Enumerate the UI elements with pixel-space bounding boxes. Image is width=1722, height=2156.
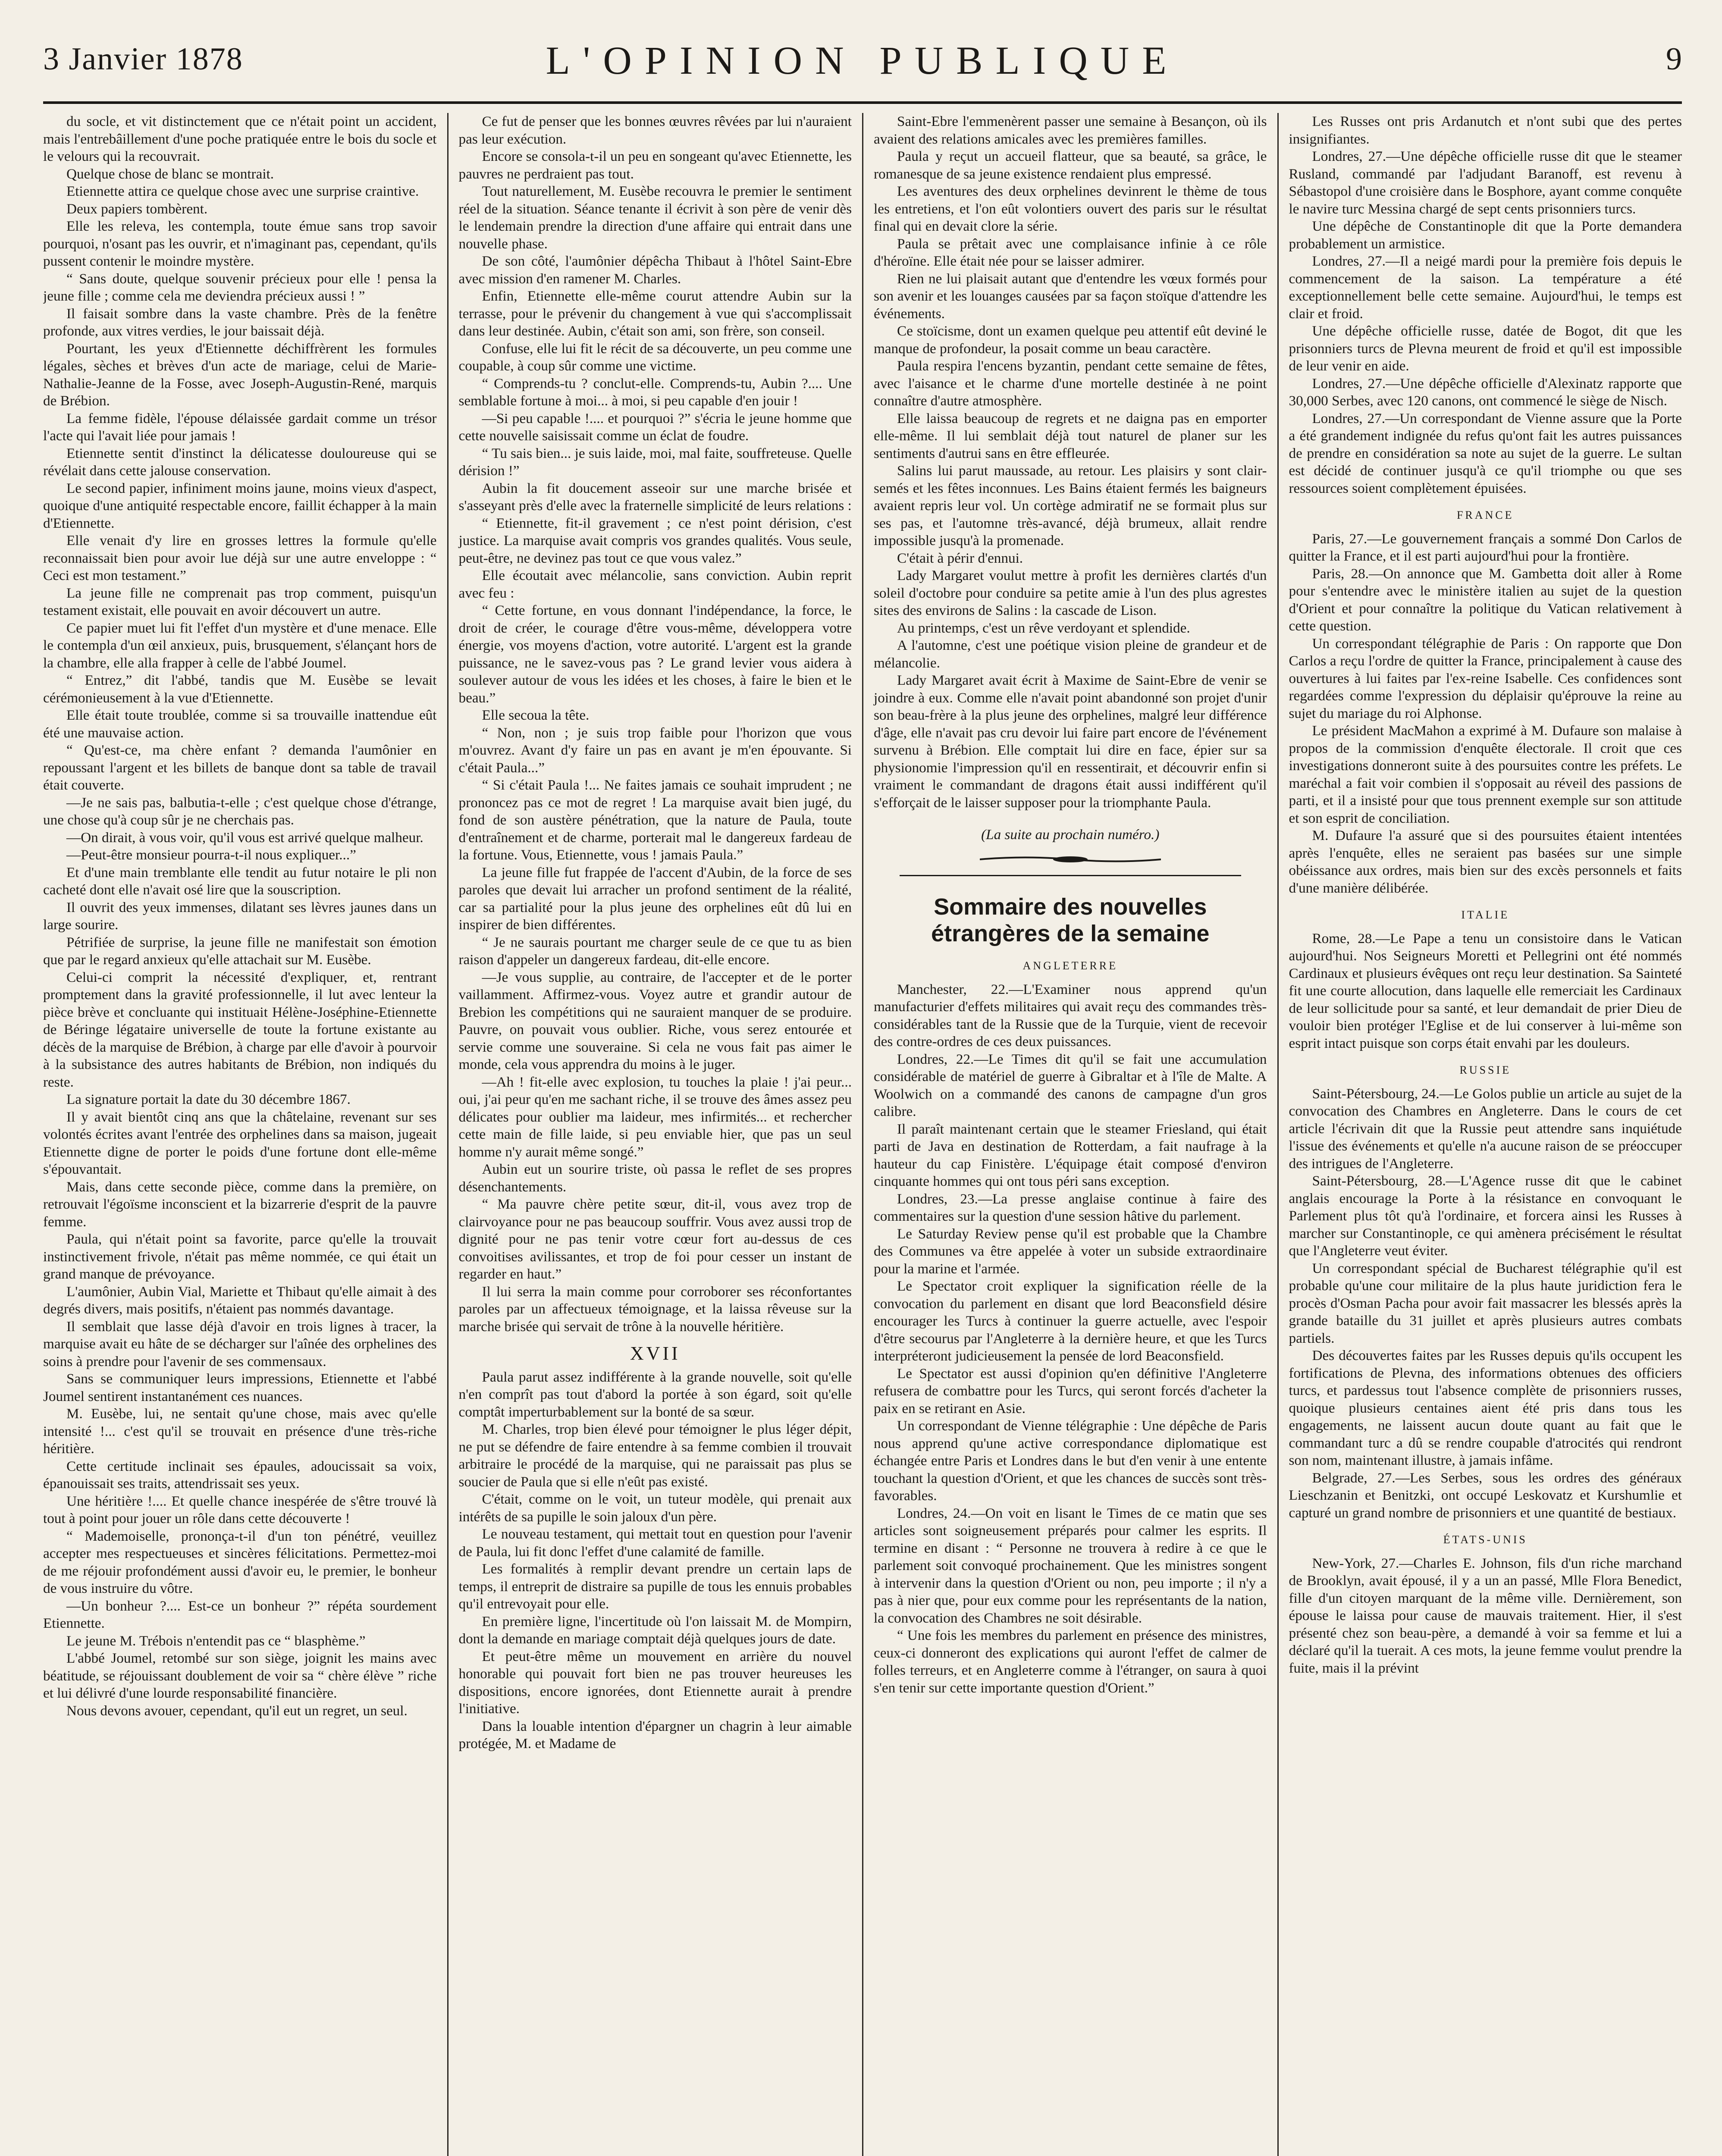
- article-paragraph: Paris, 27.—Le gouvernement français a sommé Don Carlos de quitter la France, et il est parti aujourd'hui pour la frontière.: [1289, 530, 1682, 564]
- article-paragraph: Il paraît maintenant certain que le steamer Friesland, qui était parti de Java en destination de Rotterdam, a fait naufrage à la hauteur du cap Finistère. L'équipage était composé d'environ cinquante hommes qui ont tous péri sans exception.: [874, 1121, 1267, 1189]
- article-paragraph: Manchester, 22.—L'Examiner nous apprend qu'un manufacturier d'effets militaires qui avait reçu des commandes très-considérables tant de la Russie que de la Turquie, vient de recevoir des contre-ordres de ces deux puissances.: [874, 981, 1267, 1050]
- article-paragraph: Et d'une main tremblante elle tendit au futur notaire le pli non cacheté dont elle n'avait osé lire que la souscription.: [43, 864, 437, 898]
- article-paragraph: Deux papiers tombèrent.: [66, 201, 208, 217]
- article-paragraph: A l'automne, c'est une poétique vision pleine de grandeur et de mélancolie.: [874, 637, 1267, 671]
- article-paragraph: L'abbé Joumel, retombé sur son siège, joignit les mains avec béatitude, se réjouissant doublement de voir sa “ chère élève ” riche et lui délivré d'une lourde responsabilité financière.: [43, 1650, 437, 1701]
- article-paragraph: “ Qu'est-ce, ma chère enfant ? demanda l'aumônier en repoussant l'argent et les billets de banque dont sa table de travail était couverte.: [43, 742, 437, 793]
- newspaper-title: L'OPINION PUBLIQUE: [546, 38, 1179, 82]
- article-paragraph: Il lui serra la main comme pour corroborer ses réconfortantes paroles par un affectueux témoignage, et la laissa rêveuse sur la marche brisée qui servait de trône à la nouvelle héritière.: [458, 1283, 852, 1335]
- page-header: [43, 38, 1682, 104]
- country-heading: FRANCE: [1456, 509, 1514, 521]
- article-paragraph: Au printemps, c'est un rêve verdoyant et splendide.: [897, 620, 1190, 636]
- article-paragraph: Rien ne lui plaisait autant que d'entendre les vœux formés pour son avenir et les louanges causées par sa façon stoïque d'attendre les événements.: [874, 270, 1267, 322]
- article-paragraph: La jeune fille ne comprenait pas trop comment, puisqu'un testament existait, elle pouvait en avoir découvert un autre.: [43, 585, 437, 618]
- article-paragraph: Elle laissa beaucoup de regrets et ne daigna pas en emporter elle-même. Il lui semblait déjà tout naturel de planer sur les sentiments d'autrui sans en être effleurée.: [874, 410, 1267, 461]
- article-paragraph: Londres, 27.—Il a neigé mardi pour la première fois depuis le commencement de la saison. La température a été exceptionnellement belle cette semaine. Aujourd'hui, le temps est clair et froid.: [1289, 253, 1682, 322]
- article-paragraph: M. Charles, trop bien élevé pour témoigner le plus léger dépit, ne put se défendre de faire entendre à sa femme combien il trouvait arbitraire le procédé de la marquise, qui ne paraissait pas plus se soucier de Paula que si elle n'eût pas existé.: [458, 1421, 852, 1490]
- article-paragraph: Et peut-être même un mouvement en arrière du nouvel honorable qui pouvait fort bien ne pas trouver heureuses les dispositions, encore ignorées, dont Etiennette aurait à prendre l'initiative.: [458, 1648, 852, 1717]
- article-paragraph: Cette certitude inclinait ses épaules, adoucissait sa voix, épanouissait ses traits, attendrissait ses yeux.: [43, 1458, 437, 1492]
- article-paragraph: Une héritière !.... Et quelle chance inespérée de s'être trouvé là tout à point pour jouer un rôle dans cette découverte !: [43, 1493, 437, 1526]
- article-paragraph: “ Mademoiselle, prononça-t-il d'un ton pénétré, veuillez accepter mes respectueuses et sincères félicitations. Permettez-moi de me réjouir profondément aussi d'avoir eu, le premier, le bonheur de vous instruire du vôtre.: [43, 1528, 437, 1596]
- column-1: [43, 113, 437, 2156]
- article-paragraph: Paula, qui n'était point sa favorite, parce qu'elle la trouvait instinctivement frivole, n'était pas même nommée, ce qui était un grand manque de prévoyance.: [43, 1231, 437, 1282]
- column-3: [862, 113, 1267, 2156]
- article-paragraph: Ce papier muet lui fit l'effet d'un mystère et d'une menace. Elle le contempla d'un œil anxieux, puis, brusquement, s'élançant hors de la chambre, elle alla frapper à celle de l'abbé Joumel.: [43, 620, 437, 671]
- article-paragraph: Pourtant, les yeux d'Etiennette déchiffrèrent les formules légales, sèches et brèves d'un acte de mariage, celui de Marie-Nathalie-Jeanne de la Fosse, avec Joseph-Augustin-René, marquis de Brébion.: [43, 340, 437, 409]
- article-paragraph: Un correspondant de Vienne télégraphie : Une dépêche de Paris nous apprend qu'une active correspondance diplomatique est échangée entre Paris et Londres dans le but d'en venir à une entente touchant la question d'Orient, et que les chances de succès sont très-favorables.: [874, 1418, 1267, 1504]
- article-paragraph: Mais, dans cette seconde pièce, comme dans la première, on retrouvait l'égoïsme inconscient et la bizarrerie d'esprit de la pauvre femme.: [43, 1178, 437, 1230]
- article-paragraph: Lady Margaret avait écrit à Maxime de Saint-Ebre de venir se joindre à eux. Comme elle n'avait point abandonné son projet d'unir son beau-frère à la plus jeune des orphelines, malgré leur différence d'âge, elle n'avait pas cru devoir lui faire part encore de l'événement survenu à Brébion. Elle comptait lui dire en face, épier sur sa physionomie l'impression qu'il en ressentirait, et découvrir enfin si vraiment le commandant de dragons était aussi indifférent qu'il s'efforçait de le laisser supposer pour la triomphante Paula.: [874, 672, 1267, 811]
- article-paragraph: Le jeune M. Trébois n'entendit pas ce “ blasphème.”: [66, 1633, 366, 1649]
- column-4: [1277, 113, 1682, 2156]
- article-paragraph: “ Sans doute, quelque souvenir précieux pour elle ! pensa la jeune fille ; comme cela me deviendra précieux aussi ! ”: [43, 270, 437, 304]
- article-paragraph: Paris, 28.—On annonce que M. Gambetta doit aller à Rome pour s'entendre avec le ministère italien au sujet de la question d'Orient et pour connaître la politique du Vatican relativement à cette question.: [1289, 565, 1682, 634]
- article-paragraph: Etiennette attira ce quelque chose avec une surprise craintive.: [66, 183, 419, 199]
- article-paragraph: “ Ma pauvre chère petite sœur, dit-il, vous avez trop de clairvoyance pour ne pas beaucoup souffrir. Vous avez aussi trop de dignité pour ne pas tenir votre cœur fort au-dessus de ces convoitises avilissantes, et trop de foi pour cesser un instant de regarder en haut.”: [458, 1196, 852, 1282]
- article-paragraph: Quelque chose de blanc se montrait.: [66, 166, 274, 182]
- text-columns: [43, 113, 1682, 2156]
- article-paragraph: La femme fidèle, l'épouse délaissée gardait comme un trésor l'acte qui l'avait liée pour jamais !: [43, 410, 437, 444]
- article-paragraph: Saint-Ebre l'emmenèrent passer une semaine à Besançon, où ils avaient des relations amicales avec les premières familles.: [874, 113, 1267, 147]
- article-paragraph: M. Dufaure l'a assuré que si des poursuites étaient intentées après l'enquête, elles ne seraient pas basées sur une simple obéissance aux ordres, mais bien sur des excès personnels et faits d'une manière délibérée.: [1289, 827, 1682, 896]
- article-paragraph: Des découvertes faites par les Russes depuis qu'ils occupent les fortifications de Plevna, des informations obtenues des officiers turcs, et pardessus tout l'absence complète de prisonniers russes, quoique plusieurs centaines aient été pris dans tous les engagements, ne laissent aucun doute quant au fait que le commandant turc a dû se rendre coupable d'atrocités qui rendront son nom, maintenant illustre, à jamais infâme.: [1289, 1348, 1682, 1468]
- article-paragraph: “ Tu sais bien... je suis laide, moi, mal faite, souffreteuse. Quelle dérision !”: [458, 445, 852, 479]
- page-number: 9: [1666, 41, 1682, 77]
- article-paragraph: “ Etiennette, fit-il gravement ; ce n'est point dérision, c'est justice. La marquise avait compris vos grandes qualités. Vous seule, peut-être, ne devinez pas tout ce que vous valez.”: [458, 515, 852, 566]
- article-paragraph: Londres, 24.—On voit en lisant le Times de ce matin que ses articles sont soigneusement préparés pour calmer les esprits. Il termine en disant : “ Personne ne trouvera à redire à ce que le parlement soit convoqué prochainement. Que les ministres songent à intervenir dans la question d'Orient ou non, peu importe ; il n'y a pas à nier que, pour eux comme pour les représentants de la nation, la convocation des Chambres ne soit désirable.: [874, 1505, 1267, 1626]
- continuation-note: (La suite au prochain numéro.): [981, 827, 1160, 843]
- article-paragraph: La signature portait la date du 30 décembre 1867.: [66, 1091, 351, 1107]
- country-heading: RUSSIE: [1459, 1064, 1512, 1076]
- country-heading: ANGLETERRE: [1023, 959, 1118, 972]
- article-paragraph: Il ouvrit des yeux immenses, dilatant ses lèvres jaunes dans un large sourire.: [43, 899, 437, 933]
- article-paragraph: Rome, 28.—Le Pape a tenu un consistoire dans le Vatican aujourd'hui. Nos Seigneurs Moretti et Pellegrini ont été nommés Cardinaux et plusieurs évêques ont reçu leur destination. Sa Sainteté fit une courte allocution, dans laquelle elle remerciait les Cardinaux de leur sollicitude pour sa santé, et leur demandait de prier Dieu de vouloir bien protéger l'Eglise et de lui conserver à lui-même son esprit intact puisque son corps était envahi par les douleurs.: [1289, 930, 1682, 1051]
- article-paragraph: Aubin la fit doucement asseoir sur une marche brisée et s'asseyant près d'elle avec la fraternelle simplicité de leurs relations :: [458, 480, 852, 514]
- article-paragraph: Elle secoua la tête.: [482, 707, 590, 723]
- article-paragraph: Paula respira l'encens byzantin, pendant cette semaine de fêtes, avec l'aisance et le charme d'une mortelle destinée à ne point connaître d'autre atmosphère.: [874, 358, 1267, 409]
- article-paragraph: Londres, 27.—Une dépêche officielle d'Alexinatz rapporte que 30,000 Serbes, avec 120 canons, ont commencé le siège de Nisch.: [1289, 375, 1682, 409]
- article-paragraph: Saint-Pétersbourg, 24.—Le Golos publie un article au sujet de la convocation des Chambres en Angleterre. Dans le cours de cet article l'écrivain dit que la Russie peut attendre sans inquiétude l'issue des événements et qu'elle n'a aucune raison de se préoccuper des intrigues de l'Angleterre.: [1289, 1085, 1682, 1172]
- article-paragraph: Paula y reçut un accueil flatteur, que sa beauté, sa grâce, le romanesque de sa jeune existence rendaient plus empressé.: [874, 148, 1267, 182]
- article-paragraph: C'était, comme on le voit, un tuteur modèle, qui prenait aux intérêts de sa pupille le soin jaloux d'un père.: [458, 1491, 852, 1525]
- article-paragraph: Londres, 22.—Le Times dit qu'il se fait une accumulation considérable de matériel de guerre à Gibraltar et à l'île de Malte. A Woolwich on a commandé des canons de campagne d'un gros calibre.: [874, 1051, 1267, 1119]
- article-paragraph: Une dépêche de Constantinople dit que la Porte demandera probablement un armistice.: [1289, 218, 1682, 252]
- article-paragraph: “ Comprends-tu ? conclut-elle. Comprends-tu, Aubin ?.... Une semblable fortune à moi... à moi, si peu capable d'en jouir !: [458, 375, 852, 409]
- article-paragraph: Le Saturday Review pense qu'il est probable que la Chambre des Communes va être appelée à voter un subside extraordinaire pour la marine et l'armée.: [874, 1225, 1267, 1277]
- article-paragraph: “ Si c'était Paula !... Ne faites jamais ce souhait imprudent ; ne prononcez pas ce mot de regret ! La marquise avait bien jugé, du fond de son austère pénétration, que la nature de Paula, toute d'entraînement et de charme, porterait mal le dangereux fardeau de la fortune. Vous, Etiennette, vous ! jamais Paula.”: [458, 777, 852, 863]
- article-paragraph: “ Cette fortune, en vous donnant l'indépendance, la force, le droit de créer, le courage d'être vous-même, développera votre énergie, vos moyens d'action, votre autorité. L'argent est la grande puissance, ne le savez-vous pas ? Le grand levier vous aidera à soulever autour de vous les idées et les choses, à faire le bien et le beau.”: [458, 602, 852, 706]
- article-paragraph: “ Entrez,” dit l'abbé, tandis que M. Eusèbe se levait cérémonieusement à la vue d'Etiennette.: [43, 672, 437, 706]
- article-paragraph: Les formalités à remplir devant prendre un certain laps de temps, il entreprit de distraire sa pupille de tous les ennuis probables qu'il entrevoyait pour elle.: [458, 1561, 852, 1612]
- article-paragraph: du socle, et vit distinctement que ce n'était point un accident, mais l'entrebâillement d'une poche pratiquée entre le bois du socle et le velours qui la recouvrait.: [43, 113, 437, 164]
- article-paragraph: Elle écoutait avec mélancolie, sans conviction. Aubin reprit avec feu :: [458, 567, 852, 601]
- article-paragraph: Londres, 27.—Une dépêche officielle russe dit que le steamer Rusland, commandé par l'adjudant Baranoff, est revenu à Sébastopol d'une croisière dans le Bosphore, ayant comme conquête le navire turc Messina chargé de sept cents prisonniers turcs.: [1289, 148, 1682, 217]
- article-paragraph: L'aumônier, Aubin Vial, Mariette et Thibaut qu'elle aimait à des degrés divers, mais positifs, n'étaient pas nommés davantage.: [43, 1283, 437, 1317]
- article-paragraph: Celui-ci comprit la nécessité d'expliquer, et, rentrant promptement dans la gravité professionnelle, il lut avec lenteur la pièce brève et concluante qui instituait Hélène-Joséphine-Etiennette de Béringe légataire universelle de toute la fortune existante au décès de la marquise de Brébion, à charge par elle d'avoir à pourvoir à la subsistance des autres habitants de Brébion, non indiqués du reste.: [43, 969, 437, 1090]
- article-paragraph: —Je ne sais pas, balbutia-t-elle ; c'est quelque chose d'étrange, une chose qu'à coup sûr je ne cherchais pas.: [43, 794, 437, 828]
- article-paragraph: “ Je ne saurais pourtant me charger seule de ce que tu as bien raison d'appeler un dangereux fardeau, dit-elle encore.: [458, 934, 852, 968]
- article-paragraph: Pétrifiée de surprise, la jeune fille ne manifestait son émotion que par le regard anxieux qu'elle attachait sur M. Eusèbe.: [43, 934, 437, 968]
- article-paragraph: Elle était toute troublée, comme si sa trouvaille inattendue eût été une mauvaise action.: [43, 707, 437, 741]
- section-rule: [900, 875, 1241, 876]
- article-paragraph: Ce fut de penser que les bonnes œuvres rêvées par lui n'auraient pas leur exécution.: [458, 113, 852, 147]
- article-paragraph: —Je vous supplie, au contraire, de l'accepter et de le porter vaillamment. Affirmez-vous. Voyez autre et grandir autour de Brebion les compétitions qui ne sauraient manquer de se produire. Pauvre, on pouvait vous oublier. Riche, vous serez entourée et servie comme une souveraine. Si cela ne vous fait pas aimer le monde, cela vous apprendra du moins à le juger.: [458, 969, 852, 1072]
- chapter-heading: XVII: [630, 1343, 681, 1364]
- article-paragraph: Ce stoïcisme, dont un examen quelque peu attentif eût deviné le manque de profondeur, la posait comme un beau caractère.: [874, 323, 1267, 357]
- article-paragraph: Le Spectator est aussi d'opinion qu'en définitive l'Angleterre refusera de combattre pour les Turcs, qui seront forcés d'acheter la paix en se retirant en Asie.: [874, 1365, 1267, 1416]
- article-paragraph: —Ah ! fit-elle avec explosion, tu touches la plaie ! j'ai peur... oui, j'ai peur qu'en me sachant riche, il se trouve des âmes assez peu délicates pour oublier ma laideur, mes infirmités... et rechercher cette main de fille laide, si peu enviable hier, que pas un seul homme n'y aurait même songé.”: [458, 1074, 852, 1160]
- article-paragraph: Elle venait d'y lire en grosses lettres la formule qu'elle reconnaissait bien pour avoir lue déjà sur une autre enveloppe : “ Ceci est mon testament.”: [43, 533, 437, 583]
- section-heading: Sommaire des nouvelles étrangères de la semaine: [931, 894, 1210, 946]
- article-paragraph: —Un bonheur ?.... Est-ce un bonheur ?” répéta sourdement Etiennette.: [43, 1598, 437, 1631]
- article-paragraph: Une dépêche officielle russe, datée de Bogot, dit que les prisonniers turcs de Plevna meurent de froid et qu'il est impossible de leur venir en aide.: [1289, 323, 1682, 374]
- country-heading: ÉTATS-UNIS: [1443, 1533, 1528, 1546]
- article-paragraph: Etiennette sentit d'instinct la délicatesse douloureuse qui se révélait dans cette jalouse conservation.: [43, 445, 437, 479]
- article-paragraph: Sans se communiquer leurs impressions, Etiennette et l'abbé Joumel sentirent instantanément ces nuances.: [43, 1371, 437, 1404]
- article-paragraph: Un correspondant télégraphie de Paris : On rapporte que Don Carlos a reçu l'ordre de quitter la France, principalement à cause des ouvertures à lui faites par l'ex-reine Isabelle. Ces confidences sont regardées comme l'expression du déplaisir qu'éprouve la reine au sujet du mariage du roi Alphonse.: [1289, 635, 1682, 721]
- country-heading: ITALIE: [1461, 909, 1510, 921]
- article-paragraph: Nous devons avouer, cependant, qu'il eut un regret, un seul.: [66, 1702, 408, 1719]
- article-paragraph: Le Spectator croit expliquer la signification réelle de la convocation du parlement en disant que lord Beaconsfield désire encourager les Turcs à continuer la guerre actuelle, avec l'espoir d'être secourus par l'Angleterre à la dernière heure, et que les Turcs interpréteront judicieusement la pensée de lord Beaconsfield.: [874, 1278, 1267, 1364]
- article-paragraph: Saint-Pétersbourg, 28.—L'Agence russe dit que le cabinet anglais encourage la Porte à la résistance en convoquant le Parlement plus tôt qu'à l'ordinaire, et forcera ainsi les Russes à marcher sur Constantinople, ce qui amènera précisément le résultat que l'Angleterre veut éviter.: [1289, 1173, 1682, 1259]
- article-paragraph: Les aventures des deux orphelines devinrent le thème de tous les entretiens, et l'on eût volontiers ouvert des paris sur le résultat final qui en devait clore la série.: [874, 183, 1267, 234]
- article-paragraph: “ Non, non ; je suis trop faible pour l'horizon que vous m'ouvrez. Avant d'y faire un pas en avant je m'en épouvante. Si c'était Paula...”: [458, 724, 852, 776]
- article-paragraph: Le président MacMahon a exprimé à M. Dufaure son malaise à propos de la commission d'enquête électorale. Il croit que ces investigations donneront suite à des poursuites contre les préfets. Le maréchal a fait voir combien il s'opposait au réveil des passions de parti, et il a insisté pour que tous prennent exemple sur son attitude et son esprit de conciliation.: [1289, 723, 1682, 826]
- article-paragraph: Aubin eut un sourire triste, où passa le reflet de ses propres désenchantements.: [458, 1161, 852, 1195]
- article-paragraph: De son côté, l'aumônier dépêcha Thibaut à l'hôtel Saint-Ebre avec mission d'en ramener M. Charles.: [458, 253, 852, 287]
- article-paragraph: Confuse, elle lui fit le récit de sa découverte, un peu comme une coupable, à coup sûr comme une victime.: [458, 340, 852, 374]
- article-paragraph: Elle les releva, les contempla, toute émue sans trop savoir pourquoi, n'osant pas les ouvrir, et n'imaginant pas, cependant, qu'ils pussent contenir le moindre mystère.: [43, 218, 437, 269]
- article-paragraph: —Peut-être monsieur pourra-t-il nous expliquer...”: [66, 847, 356, 863]
- article-paragraph: New-York, 27.—Charles E. Johnson, fils d'un riche marchand de Brooklyn, avait épousé, il y a un an passé, Mlle Flora Benedict, fille d'un citoyen marquant de la même ville. Dernièrement, son épouse le laissa pour cause de mauvais traitement. Hier, il s'est présenté chez son beau-père, a demandé à voir sa femme et lui a déclaré qu'il la tuerait. A ces mots, la jeune femme voulut prendre la fuite, mais il la prévint: [1289, 1555, 1682, 1676]
- article-paragraph: Encore se consola-t-il un peu en songeant qu'avec Etiennette, les pauvres ne perdraient pas tout.: [458, 148, 852, 182]
- article-paragraph: Les Russes ont pris Ardanutch et n'ont subi que des pertes insignifiantes.: [1289, 113, 1682, 147]
- article-paragraph: Lady Margaret voulut mettre à profit les dernières clartés d'un soleil d'octobre pour conduire sa petite amie à l'un des plus agrestes sites des environs de Salins : la cascade de Lison.: [874, 567, 1267, 618]
- article-paragraph: Salins lui parut maussade, au retour. Les plaisirs y sont clair-semés et les fêtes inconnues. Les Bains étaient fermés les baigneurs avaient repris leur vol. Un cortège admiratif ne se formait plus sur ses pas, et l'automne très-avancé, déjà brumeux, allait rendre impossible jusqu'à la promenade.: [874, 463, 1267, 548]
- article-paragraph: Londres, 23.—La presse anglaise continue à faire des commentaires sur la question d'une session hâtive du parlement.: [874, 1191, 1267, 1224]
- ornament-divider: [874, 850, 1267, 868]
- article-paragraph: Le nouveau testament, qui mettait tout en question pour l'avenir de Paula, lui fit donc l'effet d'une calamité de famille.: [458, 1526, 852, 1560]
- column-2: [447, 113, 852, 2156]
- issue-date: 3 Janvier 1878: [43, 41, 243, 77]
- article-paragraph: Paula se prêtait avec une complaisance infinie à ce rôle d'héroïne. Elle était née pour se laisser admirer.: [874, 235, 1267, 269]
- article-paragraph: —On dirait, à vous voir, qu'il vous est arrivé quelque malheur.: [66, 829, 423, 846]
- article-paragraph: En première ligne, l'incertitude où l'on laissait M. de Mompirn, dont la demande en mariage comptait déjà quelques jours de date.: [458, 1613, 852, 1647]
- article-paragraph: M. Eusèbe, lui, ne sentait qu'une chose, mais avec qu'elle intensité !... c'est qu'il se trouvait en présence d'une très-riche héritière.: [43, 1406, 437, 1457]
- article-paragraph: Le second papier, infiniment moins jaune, moins vieux d'aspect, quoique d'une antiquité respectable encore, faillit échapper à la main d'Etiennette.: [43, 480, 437, 531]
- article-paragraph: Enfin, Etiennette elle-même courut attendre Aubin sur la terrasse, pour le prévenir du changement à vue qui s'accomplissait dans leur destinée. Aubin, c'était son ami, son frère, son conseil.: [458, 288, 852, 339]
- article-paragraph: Il faisait sombre dans la vaste chambre. Près de la fenêtre profonde, aux vitres verdies, le jour baissait déjà.: [43, 305, 437, 339]
- article-paragraph: Londres, 27.—Un correspondant de Vienne assure que la Porte a été grandement indignée du refus qu'ont fait les autres puissances de prendre en considération sa note au sujet de la guerre. Le sultan est décidé de continuer jusqu'à ce qu'il triomphe ou que ses ressources soient complètement épuisées.: [1289, 410, 1682, 496]
- article-paragraph: Paula parut assez indifférente à la grande nouvelle, soit qu'elle n'en comprît pas tout d'abord la portée à son égard, soit qu'elle comptât imperturbablement sur la bonté de sa sœur.: [458, 1369, 852, 1420]
- article-paragraph: Il y avait bientôt cinq ans que la châtelaine, revenant sur ses volontés écrites avant l'entrée des orphelines dans sa maison, jugeait Etiennette digne de porter le poids d'une fortune dont elle-même s'épouvantait.: [43, 1109, 437, 1177]
- article-paragraph: —Si peu capable !.... et pourquoi ?” s'écria le jeune homme que cette nouvelle saisissait comme un éclat de foudre.: [458, 410, 852, 444]
- article-paragraph: Dans la louable intention d'épargner un chagrin à leur aimable protégée, M. et Madame de: [458, 1718, 852, 1752]
- article-paragraph: Un correspondant spécial de Bucharest télégraphie qu'il est probable qu'une cour militaire de la plus haute juridiction fera le procès d'Osman Pacha pour avoir fait massacrer les blessés après la grande bataille du 31 juillet et après plusieurs autres combats partiels.: [1289, 1260, 1682, 1346]
- article-paragraph: Belgrade, 27.—Les Serbes, sous les ordres des généraux Lieschzanin et Benitzki, ont occupé Leskovatz et Kurshumlie et capturé un grand nombre de prisonniers et une quantité de bestiaux.: [1289, 1470, 1682, 1521]
- article-paragraph: La jeune fille fut frappée de l'accent d'Aubin, de la force de ses paroles que devait lui arracher un profond sentiment de la réalité, car sa partialité pour la plus jeune des orphelines eût dû lui en inspirer de bien différentes.: [458, 864, 852, 933]
- article-paragraph: Tout naturellement, M. Eusèbe recouvra le premier le sentiment réel de la situation. Séance tenante il écrivit à son père de venir dès le lendemain prendre la direction d'une affaire qui entrait dans une nouvelle phase.: [458, 183, 852, 252]
- article-paragraph: C'était à périr d'ennui.: [897, 550, 1023, 566]
- article-paragraph: “ Une fois les membres du parlement en présence des ministres, ceux-ci donneront des explications qui auront l'effet de calmer de folles terreurs, et en Angleterre comme à l'étranger, on saura à quoi s'en tenir sur cette importante question d'Orient.”: [874, 1627, 1267, 1696]
- article-paragraph: Il semblait que lasse déjà d'avoir en trois lignes à tracer, la marquise avait eu hâte de se décharger sur l'aînée des orphelines des soins à prendre pour l'avenir de ses commensaux.: [43, 1318, 437, 1369]
